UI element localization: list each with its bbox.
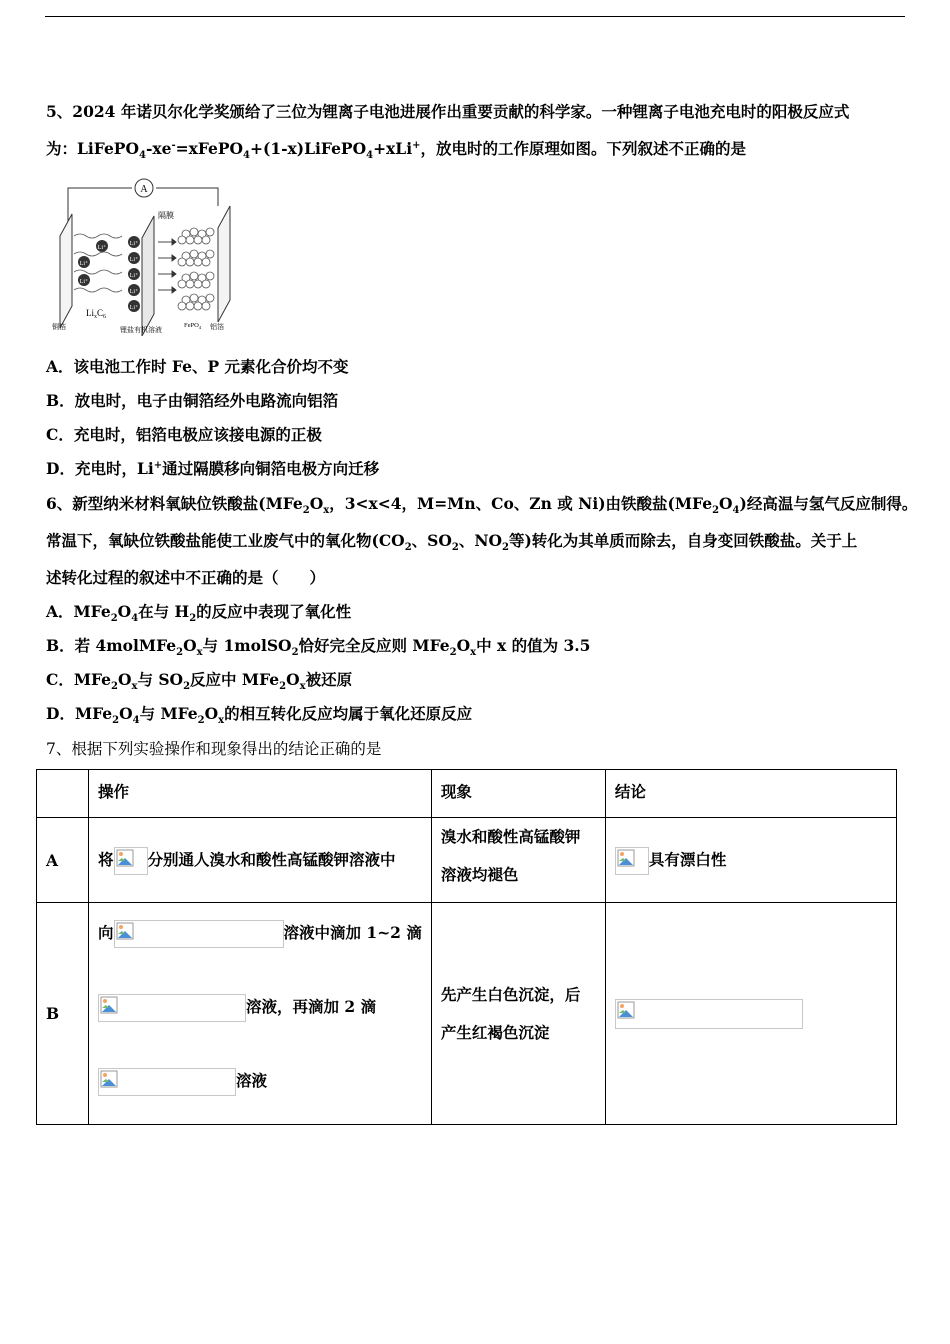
question-5-stem	[46, 93, 906, 167]
row-label: A	[37, 818, 89, 903]
broken-image-icon	[114, 847, 148, 875]
ammeter-label: A	[140, 184, 148, 195]
broken-image-icon	[615, 847, 649, 875]
li-ions-migrating	[128, 236, 140, 312]
battery-diagram	[50, 176, 240, 336]
header-rule	[45, 16, 905, 17]
aluminium-foil-label: 铝箔	[210, 323, 224, 331]
li-ions-anode	[78, 240, 108, 286]
q5-option-b: B．放电时，电子由铜箔经外电路流向铝箔	[46, 391, 339, 410]
conclusion-cell	[605, 903, 896, 1125]
q5-line-1: 5、2024 年诺贝尔化学奖颁给了三位为锂离子电池进展作出重要贡献的科学家。一种锂离子电池充电时的阳极反应式	[46, 102, 850, 121]
separator-membrane	[142, 216, 154, 336]
q5-option-a: A．该电池工作时 Fe、P 元素化合价均不变	[46, 357, 349, 376]
experiment-table	[36, 769, 897, 1125]
q6-option-d: D．$MFe_2O_4$与 $MFe_2O_x$的相互转化反应均属于氧化还原反应	[46, 704, 473, 727]
phenomenon-cell: 溴水和酸性高锰酸钾 溶液均褪色	[431, 818, 605, 903]
conclusion-cell: 具有漂白性	[605, 818, 896, 903]
electrolyte-label: 锂盐有机溶液	[120, 326, 162, 334]
header-cell-empty	[37, 770, 89, 818]
broken-image-icon	[98, 994, 246, 1022]
table-row	[37, 818, 897, 903]
broken-image-icon	[114, 920, 284, 948]
q6-line-2: 常温下，氧缺位铁酸盐能使工业废气中的氧化物($CO_2$、$SO_2$、$NO_2$等)转化为其单质而除去，自身变回铁酸盐。关于上	[46, 531, 858, 554]
q6-line-1: 6、新型纳米材料氧缺位铁酸盐($MFe_2O_x$，3<x<4，M=Mn、Co、Zn 或 Ni)由铁酸盐$(MFe_2O_4)$经高温与氢气反应制得。	[46, 494, 918, 517]
q6-option-c: C．$MFe_2O_x$与 $SO_2$反应中 $MFe_2O_x$被还原	[46, 670, 353, 693]
question-7-stem: 7、根据下列实验操作和现象得出的结论正确的是	[46, 740, 382, 758]
table-header-row	[37, 770, 897, 818]
ion-arrows	[158, 239, 176, 293]
row-label: B	[37, 903, 89, 1125]
copper-foil-label: 铜箔	[52, 323, 66, 331]
question-6-stem	[46, 485, 918, 596]
broken-image-icon	[98, 1068, 236, 1096]
fepo4-cluster	[178, 228, 214, 310]
operation-cell: 向 溶液中滴加 1~2 滴 溶液，再滴加 2 滴 溶液	[89, 903, 432, 1125]
svg-text:Li⁺: Li⁺	[129, 305, 139, 311]
q5-option-c: C．充电时，铝箔电极应该接电源的正极	[46, 425, 322, 444]
header-cell-operation: 操作	[89, 770, 432, 818]
svg-text:Li⁺: Li⁺	[79, 279, 89, 285]
svg-text:Li⁺: Li⁺	[129, 241, 139, 247]
separator-label: 隔膜	[158, 211, 174, 220]
anode-material-label: $Li_xC_6$	[86, 308, 107, 320]
q5-line-2: 为：LiFePO$_4$-xe-=xFePO$_4$+(1-x)LiFePO$_4$+xLi+，放电时的工作原理如图。下列叙述不正确的是	[46, 139, 746, 162]
operation-cell: 将 分别通人溴水和酸性高锰酸钾溶液中	[89, 818, 432, 903]
q5-option-d: D．充电时，Li+通过隔膜移向铜箔电极方向迁移	[46, 459, 380, 478]
q6-option-a: A．$MFe_2O_4$在与 $H_2$的反应中表现了氧化性	[46, 602, 352, 625]
svg-text:Li⁺: Li⁺	[129, 289, 139, 295]
header-cell-conclusion: 结论	[605, 770, 896, 818]
phenomenon-cell: 先产生白色沉淀，后 产生红褐色沉淀	[431, 903, 605, 1125]
cathode-material-label: FePO$_4$	[184, 322, 202, 330]
header-cell-phenomenon: 现象	[431, 770, 605, 818]
q6-line-3: 述转化过程的叙述中不正确的是（ ）	[46, 568, 326, 587]
svg-text:Li⁺: Li⁺	[79, 261, 89, 267]
q6-option-b: B．若 $4molMFe_2O_x$与 1molSO$_2$恰好完全反应则 $MFe_2O_x$中 x 的值为 3.5	[46, 636, 591, 659]
broken-image-icon	[615, 999, 803, 1029]
svg-text:Li⁺: Li⁺	[97, 245, 107, 251]
svg-text:Li⁺: Li⁺	[129, 257, 139, 263]
svg-text:Li⁺: Li⁺	[129, 273, 139, 279]
table-row	[37, 903, 897, 1125]
aluminium-foil-plate	[218, 206, 230, 322]
copper-foil-plate	[60, 214, 72, 328]
